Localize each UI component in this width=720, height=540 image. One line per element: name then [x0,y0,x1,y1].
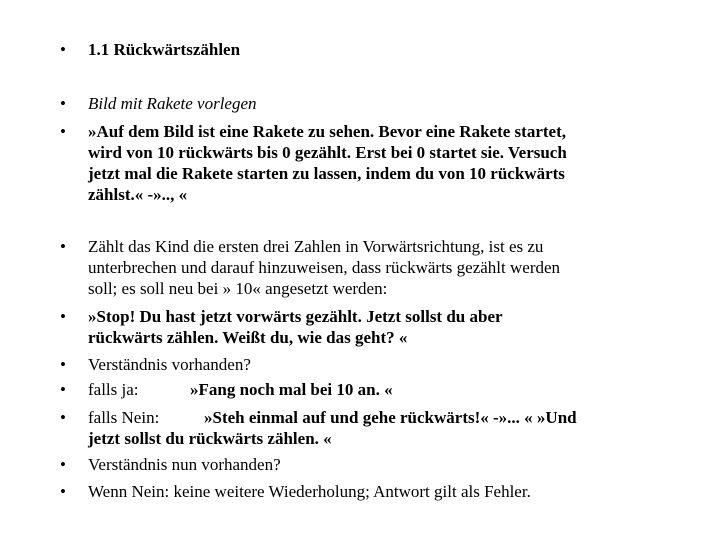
forward-count-note-line-2: unterbrechen und darauf hinzuweisen, dass rückwärts gezählt werden [88,258,561,277]
if-yes-label: falls ja: [88,380,139,399]
bullet-b2-3: • [60,355,66,374]
understanding-recheck: Verständnis nun vorhanden? [88,455,281,474]
instruction-show-image: Bild mit Rakete vorlegen [88,94,257,113]
forward-count-note-line-3: soll; es soll neu bei » 10« angesetzt werden: [88,279,388,298]
if-no-response-cont: jetzt sollst du rückwärts zählen. « [88,429,332,448]
rocket-instruction-line-2: wird von 10 rückwärts bis 0 gezählt. Erst bei 0 startet sie. Versuch [88,143,567,162]
bullet-b2-1: • [60,237,66,256]
bullet-b2-4: • [60,380,66,399]
bullet-b2-6: • [60,455,66,474]
bullet-heading: • [60,40,66,59]
bullet-b1-2: • [60,122,66,141]
rocket-instruction-line-1: »Auf dem Bild ist eine Rakete zu sehen. Bevor eine Rakete startet, [88,122,566,141]
if-yes-response: »Fang noch mal bei 10 an. « [190,380,393,399]
understanding-check: Verständnis vorhanden? [88,355,251,374]
stop-instruction-line-2: rückwärts zählen. Weißt du, wie das geht? « [88,328,408,347]
section-heading: 1.1 Rückwärtszählen [88,40,241,59]
failure-rule: Wenn Nein: keine weitere Wiederholung; Antwort gilt als Fehler. [88,482,531,501]
stop-instruction-line-1: »Stop! Du hast jetzt vorwärts gezählt. Jetzt sollst du aber [88,307,503,326]
rocket-instruction-line-3: jetzt mal die Rakete starten zu lassen, indem du von 10 rückwärts [88,164,565,183]
if-no-response: »Steh einmal auf und gehe rückwärts!« -»... « »Und [204,408,577,427]
forward-count-note-line-1: Zählt das Kind die ersten drei Zahlen in Vorwärtsrichtung, ist es zu [88,237,544,256]
if-no-label: falls Nein: [88,408,160,427]
bullet-b1-1: • [60,94,66,113]
rocket-instruction-line-4: zählst.« -».., « [88,185,188,204]
bullet-b2-5: • [60,408,66,427]
bullet-b2-7: • [60,482,66,501]
bullet-b2-2: • [60,307,66,326]
